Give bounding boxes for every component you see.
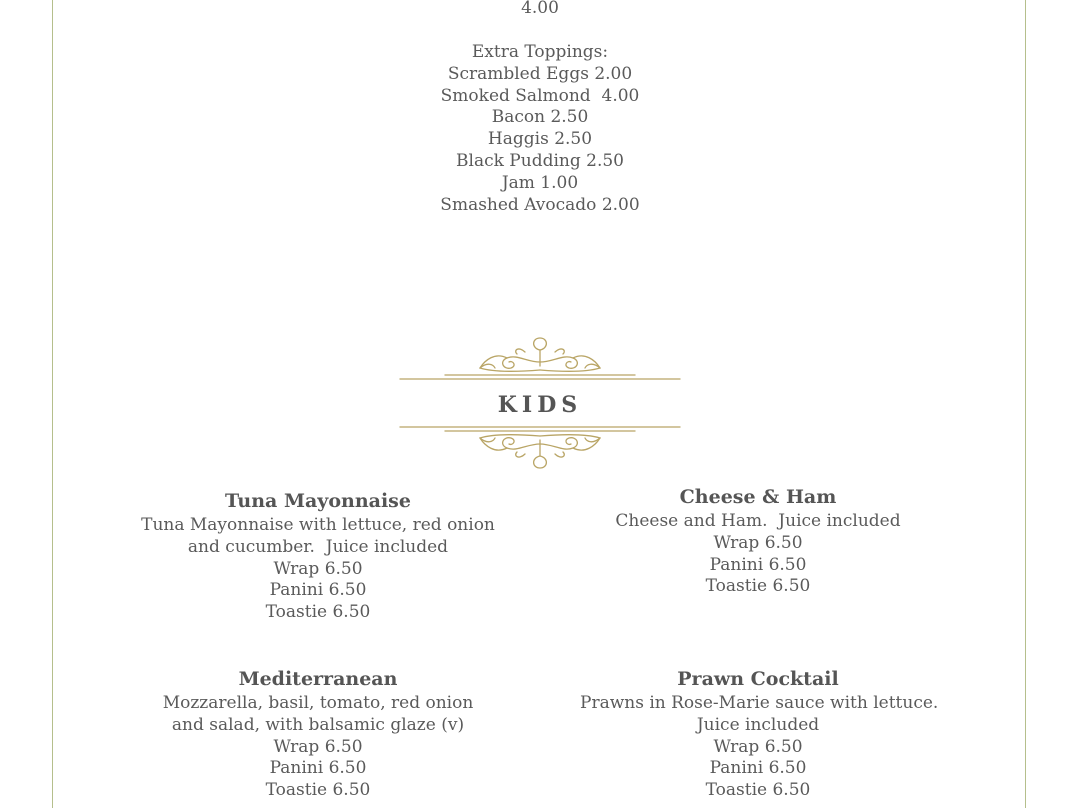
- item-option: Toastie 6.50: [705, 780, 811, 801]
- topping-item: Smashed Avocado 2.00: [440, 194, 640, 215]
- menu-item-prawn-cocktail: [580, 666, 939, 802]
- item-option: Wrap 6.50: [273, 558, 363, 579]
- item-name: Cheese & Ham: [679, 486, 837, 508]
- item-description: Prawns in Rose-Marie sauce with lettuce.: [580, 693, 939, 713]
- previous-item-price: [0, 0, 1080, 20]
- item-description: Cheese and Ham. Juice included: [615, 511, 901, 531]
- extra-toppings-list: [0, 42, 1080, 216]
- item-name: Prawn Cocktail: [677, 668, 839, 690]
- topping-item: Scrambled Eggs 2.00: [447, 63, 633, 84]
- item-description: Mozzarella, basil, tomato, red onion: [162, 693, 474, 713]
- item-option: Toastie 6.50: [705, 576, 811, 597]
- item-option: Wrap 6.50: [713, 532, 803, 553]
- item-description: Juice included: [696, 714, 820, 735]
- flourish-ornament-bottom: [395, 422, 685, 474]
- topping-item: Bacon 2.50: [491, 107, 589, 128]
- item-option: Panini 6.50: [709, 554, 807, 575]
- item-description: and salad, with balsamic glaze (v): [171, 714, 465, 735]
- item-option: Wrap 6.50: [713, 736, 803, 757]
- topping-item: Smoked Salmond 4.00: [440, 85, 640, 106]
- menu-item-tuna-mayonnaise: [140, 488, 496, 624]
- topping-item: Black Pudding 2.50: [456, 150, 624, 171]
- item-option: Toastie 6.50: [265, 780, 371, 801]
- menu-item-mediterranean: [140, 666, 496, 802]
- menu-item-cheese-ham: [580, 484, 936, 598]
- item-option: Panini 6.50: [269, 580, 367, 601]
- item-description: Tuna Mayonnaise with lettuce, red onion: [141, 515, 495, 535]
- item-option: Panini 6.50: [709, 758, 807, 779]
- item-option: Panini 6.50: [269, 758, 367, 779]
- extra-toppings-heading: Extra Toppings:: [471, 42, 609, 62]
- item-description: and cucumber. Juice included: [187, 536, 449, 557]
- topping-item: Haggis 2.50: [487, 129, 593, 150]
- item-name: Mediterranean: [238, 668, 398, 690]
- flourish-ornament-top: [395, 332, 685, 384]
- topping-item: Jam 1.00: [501, 172, 579, 193]
- price-line: 4.00: [521, 0, 559, 18]
- item-option: Wrap 6.50: [273, 736, 363, 757]
- section-title-kids: KIDS: [497, 392, 583, 418]
- item-name: Tuna Mayonnaise: [225, 490, 411, 512]
- item-option: Toastie 6.50: [265, 602, 371, 623]
